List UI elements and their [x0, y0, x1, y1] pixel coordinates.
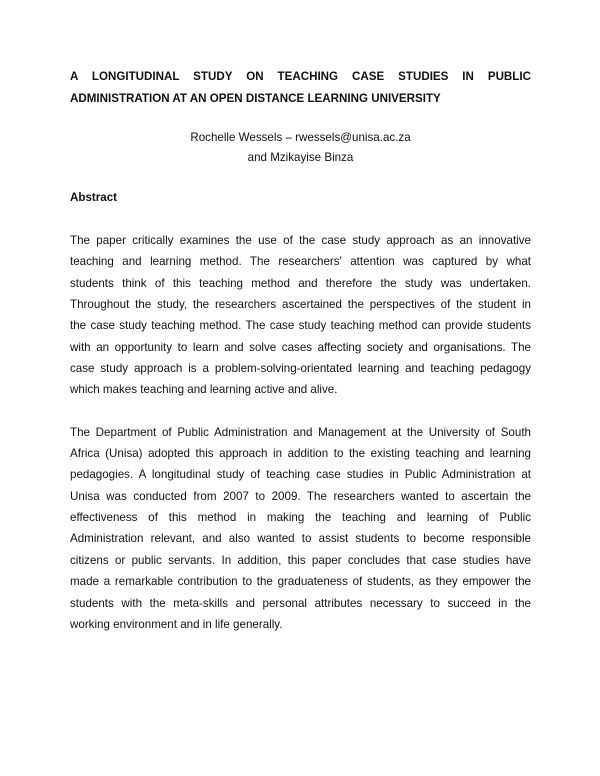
abstract-paragraph-1: [70, 230, 531, 401]
title-line: ADMINISTRATION AT AN OPEN DISTANCE LEARNING UNIVERSITY: [70, 91, 441, 105]
paragraph-line: Administration relevant, and also wanted to assist students to become responsible: [70, 532, 531, 546]
paragraph-line: effectiveness of this method in making the teaching and learning of Public: [70, 511, 531, 525]
document-page: [70, 66, 531, 635]
paragraph-line: pedagogies. A longitudinal study of teaching case studies in Public Administration at: [70, 468, 531, 482]
paragraph-line: the case study teaching method. The case study teaching method can provide students: [70, 319, 531, 333]
author-line: Rochelle Wessels – rwessels@unisa.ac.za: [190, 131, 411, 144]
paragraph-line: Throughout the study, the researchers ascertained the perspectives of the student in: [70, 298, 531, 312]
title-line: A LONGITUDINAL STUDY ON TEACHING CASE STUDIES IN PUBLIC: [70, 70, 531, 83]
paragraph-line: case study approach is a problem-solving-orientated learning and teaching pedagogy: [70, 362, 531, 376]
paragraph-line: Unisa was conducted from 2007 to 2009. The researchers wanted to ascertain the: [70, 489, 531, 503]
paragraph-line: students think of this teaching method and therefore the study was undertaken.: [70, 276, 531, 290]
authors: [70, 128, 531, 167]
abstract-heading: Abstract: [70, 191, 118, 204]
paragraph-line: Africa (Unisa) adopted this approach in addition to the existing teaching and learning: [70, 447, 531, 461]
paragraph-line: students with the meta-skills and personal attributes necessary to succeed in the: [70, 596, 531, 610]
abstract-paragraph-2: [70, 422, 531, 635]
paper-title: [70, 66, 531, 109]
paragraph-line: The Department of Public Administration and Management at the University of South: [70, 425, 531, 439]
paragraph-line: citizens or public servants. In addition, this paper concludes that case studies have: [70, 553, 531, 567]
author-line: and Mzikayise Binza: [247, 150, 354, 164]
paragraph-line: which makes teaching and learning active and alive.: [70, 383, 338, 397]
paragraph-line: The paper critically examines the use of the case study approach as an innovative: [70, 234, 531, 247]
paragraph-line: made a remarkable contribution to the graduateness of students, as they empower the: [70, 575, 531, 589]
paragraph-line: with an opportunity to learn and solve cases affecting society and organisations. The: [70, 340, 531, 354]
paragraph-line: working environment and in life generally.: [70, 617, 283, 631]
paragraph-line: teaching and learning method. The researchers' attention was captured by what: [70, 255, 531, 269]
